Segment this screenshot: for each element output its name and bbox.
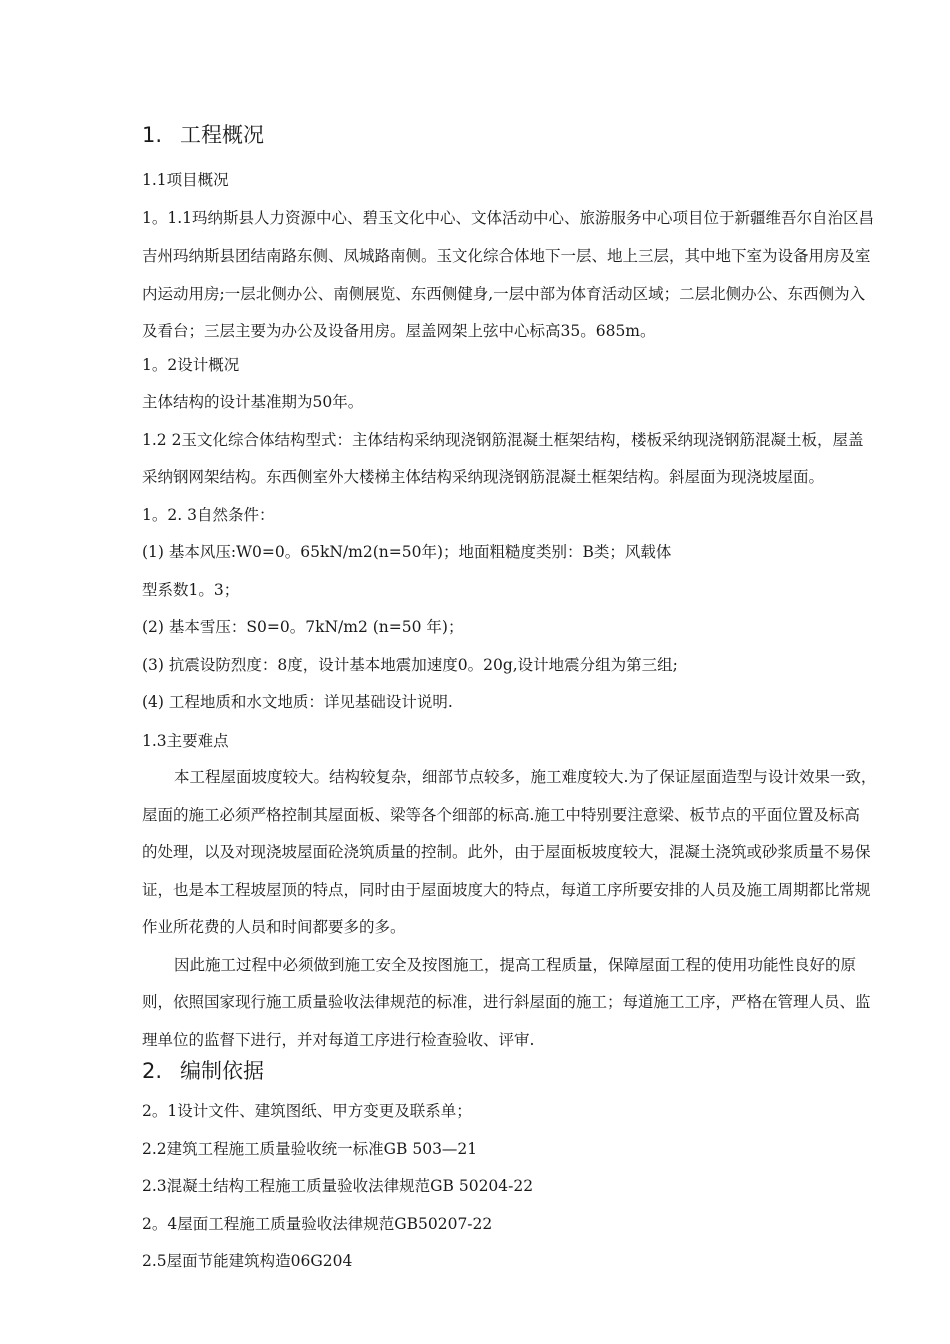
section-1-number: 1. (142, 123, 163, 147)
condition-item: 型系数1。3； (142, 581, 240, 599)
basis-item: 2.2建筑工程施工质量验收统一标准GB 503—21 (142, 1140, 478, 1158)
difficulty-paragraph-line: 证，也是本工程坡屋顶的特点，同时由于屋面坡度大的特点，每道工序所要安排的人员及施工周期都比常规 (142, 881, 871, 899)
subheading-natural-conditions: 1。2. 3自然条件： (142, 506, 275, 524)
condition-item: (4) 工程地质和水文地质：详见基础设计说明. (142, 693, 453, 711)
condition-item: (1) 基本风压:W0=0。65kN/m2(n=50年)；地面粗糙度类别：B类；风载体 (142, 543, 672, 561)
section-2-title: 编制依据 (180, 1059, 264, 1083)
difficulty-paragraph-line: 作业所花费的人员和时间都要多的多。 (142, 918, 406, 936)
basis-item: 2.3混凝土结构工程施工质量验收法律规范GB 50204-22 (142, 1177, 534, 1195)
project-overview-line: 1。1.1玛纳斯县人力资源中心、碧玉文化中心、文体活动中心、旅游服务中心项目位于新疆维吾尔自治区昌 (142, 209, 875, 227)
section-2-heading (142, 1058, 264, 1084)
project-overview-line: 吉州玛纳斯县团结南路东侧、凤城路南侧。玉文化综合体地下一层、地上三层，其中地下室为设备用房及室 (142, 247, 871, 265)
structure-type-line: 1.2 2玉文化综合体结构型式：主体结构采纳现浇钢筋混凝土框架结构，楼板采纳现浇钢筋混凝土板，屋盖 (142, 431, 864, 449)
structure-type-line: 采纳钢网架结构。东西侧室外大楼梯主体结构采纳现浇钢筋混凝土框架结构。斜屋面为现浇坡屋面。 (142, 468, 825, 486)
construction-paragraph-line: 因此施工过程中必须做到施工安全及按图施工，提高工程质量，保障屋面工程的使用功能性良好的原 (174, 956, 857, 974)
section-1-title: 工程概况 (180, 123, 264, 147)
subheading-1-2: 1。2设计概况 (142, 356, 240, 374)
basis-item: 2。1设计文件、建筑图纸、甲方变更及联系单； (142, 1102, 472, 1120)
basis-item: 2。4屋面工程施工质量验收法律规范GB50207-22 (142, 1215, 493, 1233)
project-overview-line: 及看台；三层主要为办公及设备用房。屋盖网架上弦中心标高35。685m。 (142, 322, 656, 340)
difficulty-paragraph-line: 屋面的施工必须严格控制其屋面板、梁等各个细部的标高.施工中特别要注意梁、板节点的平面位置及标高 (142, 806, 860, 824)
section-1-heading (142, 122, 264, 148)
condition-item: (2) 基本雪压：S0=0。7kN/m2 (n=50 年)； (142, 618, 464, 636)
difficulty-paragraph-line: 本工程屋面坡度较大。结构较复杂，细部节点较多，施工难度较大.为了保证屋面造型与设计效果一致， (174, 768, 877, 786)
section-2-number: 2. (142, 1059, 163, 1083)
construction-paragraph-line: 则，依照国家现行施工质量验收法律规范的标准，进行斜屋面的施工；每道施工工序，严格在管理人员、监 (142, 993, 871, 1011)
project-overview-line: 内运动用房;一层北侧办公、南侧展览、东西侧健身,一层中部为体育活动区域；二层北侧办公、东西侧为入 (142, 285, 866, 303)
construction-paragraph-line: 理单位的监督下进行，并对每道工序进行检查验收、评审. (142, 1031, 535, 1049)
basis-item: 2.5屋面节能建筑构造06G204 (142, 1252, 353, 1270)
subheading-1-3: 1.3主要难点 (142, 732, 229, 750)
subheading-1-1: 1.1项目概况 (142, 171, 229, 189)
difficulty-paragraph-line: 的处理，以及对现浇坡屋面砼浇筑质量的控制。此外，由于屋面板坡度较大，混凝土浇筑或砂浆质量不易保 (142, 843, 871, 861)
condition-item: (3) 抗震设防烈度：8度，设计基本地震加速度0。20g,设计地震分组为第三组; (142, 656, 678, 674)
design-period-text: 主体结构的设计基准期为50年。 (142, 393, 364, 411)
